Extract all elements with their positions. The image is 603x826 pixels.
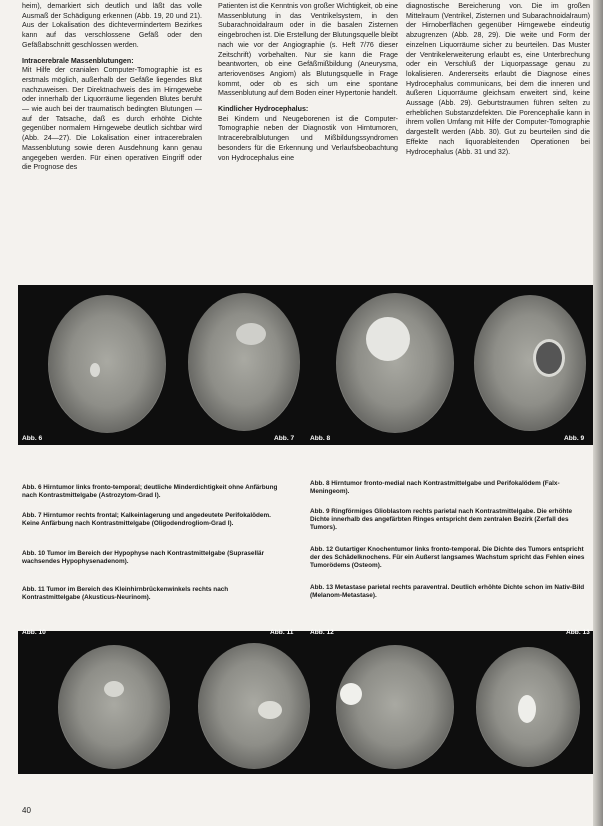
ct-scan-image	[48, 295, 166, 433]
figure-label: Abb. 11	[270, 629, 294, 636]
paragraph: heim), demarkiert sich deutlich und läßt das volle Ausmaß der Schädigung erkennen (Abb. 19, 20 und 21). Aus der Lokalisation des dichtevermindertem Bezirkes kann auf das verschlossene Gefäß oder den Gefäßabschnitt geschlossen werden.	[22, 2, 202, 49]
section-heading: Intracerebrale Massenblutungen:	[22, 56, 134, 65]
paragraph: Intracerebrale Massenblutungen: Mit Hilfe der cranialen Computer-Tomographie ist es erstmals möglich, außerhalb der Gefäße liegendes Blut nachzuweisen. Der Direktnachweis des im Hirngewebe oder innerhalb der Liquorräume liegenden Blutes beruht — wie auch bei der traumatisch bedingten Blutungen — auf der Tatsache, daß es durch erhöhte Dichte gegenüber normalem Hirngewebe deutlich sichtbar wird (Abb. 24—27). Die Lokalisation einer intracerebralen Massenblutung sowie deren Ausdehnung kann genau angegeben werden. Für einen operativen Eingriff oder die Prognose des	[22, 56, 202, 172]
ct-scan-image	[58, 645, 170, 769]
text-column-1	[22, 2, 202, 179]
figure-caption: Abb. 12 Gutartiger Knochentumor links fronto-temporal. Die Dichte des Tumors entspricht der des Schädelknochens. Für ein Außerst langsames Wachstum spricht das Fehlen eines Tumorödems (Osteom).	[310, 546, 585, 570]
page-number: 40	[22, 806, 31, 815]
figure-label: Abb. 6	[22, 435, 43, 442]
figure-label: Abb. 9	[564, 435, 585, 442]
text-column-2	[218, 2, 398, 169]
figure-label: Abb. 10	[22, 629, 46, 636]
paragraph: Kindlicher Hydrocephalus: Bei Kindern und Neugeborenen ist die Computer-Tomographie neben der Diagnostik von Hirntumoren, Intracerebralblutungen und Mißbildungssyndromen besonders für die Erkennung und Verlaufsbeobachtung von Hydrocephalus eine	[218, 105, 398, 162]
paragraph: diagnostische Bereicherung von. Die im großen Mittelraum (Ventrikel, Zisternen und Subarachnoidalraum) der Hirnoberflächen gegenüber Hirngewebe eindeutig abzugrenzen (Abb. 28, 29). Die weite und Form der einzelnen Liquorräume sicher zu beurteilen. Das Muster der Ventrikelerweiterung erlaubt es, eine Unterbrechung oder ein Verschluß der Liquorpassage genau zu lokalisieren. Andererseits erlaubt die Diagnose eines Hydrocephalus communicans, bei dem die inneren und äußeren Liquorräume gleichsam erweitert sind, keine Aussage (Abb. 29). Geburtstraumen führen selten zu erheblichen Substanzdefekten. Die Porencephalie kann in ihrem vollen Umfang mit Hilfe der Computer-Tomographie dargestellt werden (Abb. 30). Gut zu beurteilen sind die Effekte nach liquorableitenden Operationen bei Hydrocephalus (Abb. 31 und 32).	[406, 2, 590, 156]
lesion-mark	[533, 339, 565, 377]
lesion-mark	[340, 683, 362, 705]
page-edge-shadow	[593, 0, 603, 826]
lesion-mark	[258, 701, 282, 719]
ct-scan-image	[198, 643, 310, 769]
ct-scan-image	[336, 645, 454, 769]
figure-caption: Abb. 8 Hirntumor fronto-medial nach Kontrastmittelgabe und Perifokalödem (Falx-Meningeom).	[310, 480, 560, 496]
lesion-mark	[518, 695, 536, 723]
figure-label: Abb. 8	[310, 435, 331, 442]
text-column-3	[406, 2, 590, 163]
figure-caption: Abb. 6 Hirntumor links fronto-temporal; deutliche Minderdichtigkeit ohne Anfärbung nach Kontrastmittelgabe (Astrozytom-Grad I).	[22, 484, 278, 500]
figure-caption: Abb. 13 Metastase parietal rechts paraventral. Deutlich erhöhte Dichte schon im Nativ-Bild (Melanom-Metastase).	[310, 584, 585, 600]
figure-strip-bottom	[18, 631, 594, 774]
figure-caption: Abb. 10 Tumor im Bereich der Hypophyse nach Kontrastmittelgabe (Suprasellär wachsendes Hypophysenadenom).	[22, 550, 265, 566]
ct-scan-image	[474, 295, 586, 431]
figure-strip-top	[18, 285, 594, 445]
figure-caption: Abb. 9 Ringförmiges Glioblastom rechts parietal nach Kontrastmittelgabe. Die erhöhte Dichte innerhalb des angefärbten Ringes entspricht dem zentralen Bezirk (Zerfall des Tumors).	[310, 508, 573, 532]
lesion-mark	[236, 323, 266, 345]
figure-caption: Abb. 7 Hirntumor rechts frontal; Kalkeinlagerung und angedeutete Perifokalödem. Keine Anfärbung nach Kontrastmittelgabe (Oligodendrogliom-Grad I).	[22, 512, 271, 528]
paragraph: Patienten ist die Kenntnis von großer Wichtigkeit, ob eine Massenblutung in das Ventrikelsystem, in den Subarachnoidalraum oder in die basalen Zisternen eingebrochen ist. Die Erstellung der Blutungsquelle bleibt nach wie vor der Angiographie (s. Heft 7/76 dieser Zeitschrift) vorbehalten. Nur sie kann die Frage beantworten, ob eine Gefäßmißbildung (Aneurysma, arteriovenöses Angiom) als Blutungsquelle in Frage kommt, oder ob es sich um eine spontane Massenblutung auf dem Boden einer Hypertonie handelt.	[218, 2, 398, 98]
figure-label: Abb. 13	[566, 629, 590, 636]
section-heading: Kindlicher Hydrocephalus:	[218, 105, 309, 114]
figure-label: Abb. 12	[310, 629, 334, 636]
figure-label: Abb. 7	[274, 435, 295, 442]
ct-scan-image	[188, 293, 300, 431]
ct-scan-image	[336, 293, 454, 433]
lesion-mark	[104, 681, 124, 697]
lesion-mark	[90, 363, 100, 377]
lesion-mark	[366, 317, 410, 361]
figure-caption: Abb. 11 Tumor im Bereich des Kleinhirnbrückenwinkels rechts nach Kontrastmittelgabe (Akusticus-Neurinom).	[22, 586, 229, 602]
